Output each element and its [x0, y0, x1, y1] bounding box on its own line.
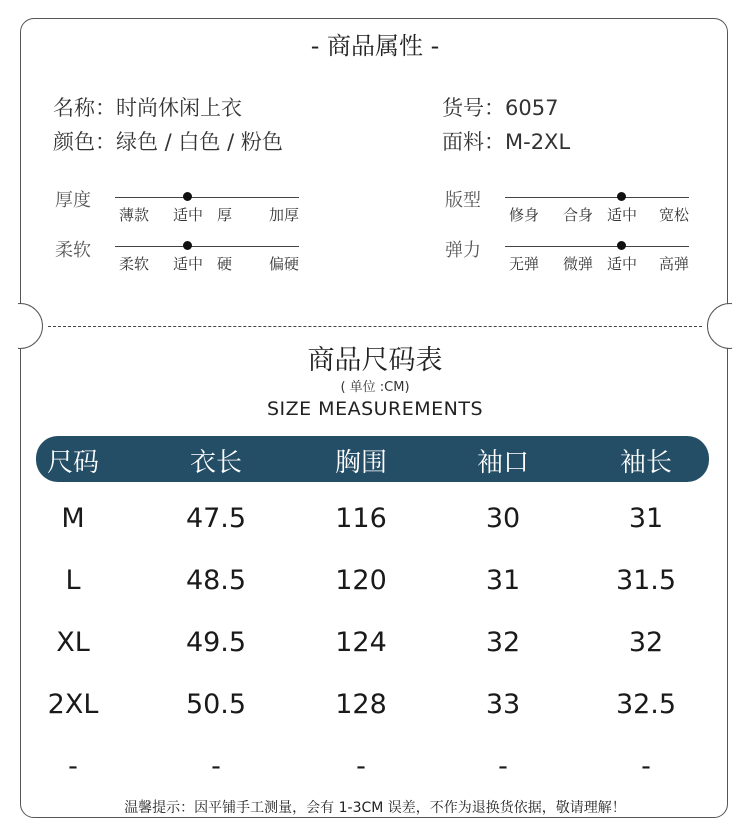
table-cell: L	[65, 565, 81, 596]
table-header-cell: 袖长	[619, 448, 673, 478]
scale-label: 弹力	[445, 240, 481, 261]
table-header-cell: 衣长	[189, 448, 243, 478]
footer-note: 温馨提示：因平铺手工测量，会有 1-3CM 误差，不作为退换货依据，敬请理解！	[124, 800, 626, 816]
scale-option: 修身	[509, 206, 540, 224]
product-name: 名称：时尚休闲上衣	[53, 96, 242, 120]
dashed-divider	[48, 326, 702, 327]
scale-option: 适中	[607, 206, 638, 224]
size-table-unit: ( 单位 :CM)	[340, 380, 410, 395]
scale-marker	[617, 192, 626, 201]
scale-option: 适中	[173, 206, 204, 224]
scale-option: 宽松	[659, 206, 690, 224]
scale-marker	[183, 192, 192, 201]
scale-option: 适中	[607, 255, 638, 273]
table-header-cell: 袖口	[476, 448, 530, 478]
scale-option: 高弹	[659, 255, 690, 273]
table-cell: 33	[485, 689, 521, 720]
scale-option: 柔软	[119, 255, 150, 273]
table-cell: 31.5	[615, 565, 677, 596]
table-cell: 31	[628, 503, 664, 534]
table-cell: 31	[485, 565, 521, 596]
product-color: 颜色：绿色 / 白色 / 粉色	[53, 130, 283, 154]
table-cell: -	[498, 751, 508, 782]
scale-track	[115, 246, 299, 247]
table-cell: 128	[335, 689, 387, 720]
table-cell: XL	[56, 627, 90, 658]
scale-label: 柔软	[55, 240, 91, 261]
scale-track	[505, 246, 689, 247]
scale-option: 合身	[563, 206, 594, 224]
scale-option: 微弹	[563, 255, 594, 273]
scale-option: 加厚	[269, 206, 300, 224]
table-cell: 32	[628, 627, 664, 658]
table-cell: 32.5	[615, 689, 677, 720]
table-cell: -	[211, 751, 221, 782]
table-cell: 50.5	[185, 689, 247, 720]
scale-marker	[183, 241, 192, 250]
table-cell: -	[641, 751, 651, 782]
scale-option: 薄款	[119, 206, 150, 224]
table-cell: 116	[335, 503, 387, 534]
scale-option: 无弹	[509, 255, 540, 273]
product-sku: 货号：6057	[442, 96, 559, 120]
table-cell: 120	[335, 565, 387, 596]
table-cell: -	[68, 751, 78, 782]
scale-marker	[617, 241, 626, 250]
scale-label: 厚度	[55, 190, 91, 211]
product-fabric: 面料：M-2XL	[442, 130, 571, 154]
scale-label: 版型	[445, 190, 481, 211]
table-cell: 49.5	[185, 627, 247, 658]
table-cell: 32	[485, 627, 521, 658]
table-header-cell: 胸围	[334, 448, 388, 478]
table-cell: 30	[485, 503, 521, 534]
scale-option: 硬	[217, 255, 233, 273]
size-table-title: 商品尺码表	[307, 345, 443, 376]
table-cell: 2XL	[47, 689, 99, 720]
table-cell: 47.5	[185, 503, 247, 534]
scale-track	[115, 197, 299, 198]
table-cell: M	[61, 503, 85, 534]
size-table-subtitle: SIZE MEASUREMENTS	[266, 398, 484, 420]
section-title: - 商品属性 -	[310, 32, 440, 60]
scale-track	[505, 197, 689, 198]
scale-option: 厚	[217, 206, 233, 224]
table-cell: -	[356, 751, 366, 782]
table-header-cell: 尺码	[46, 448, 100, 478]
scale-option: 偏硬	[269, 255, 300, 273]
table-cell: 48.5	[185, 565, 247, 596]
scale-option: 适中	[173, 255, 204, 273]
table-cell: 124	[335, 627, 387, 658]
